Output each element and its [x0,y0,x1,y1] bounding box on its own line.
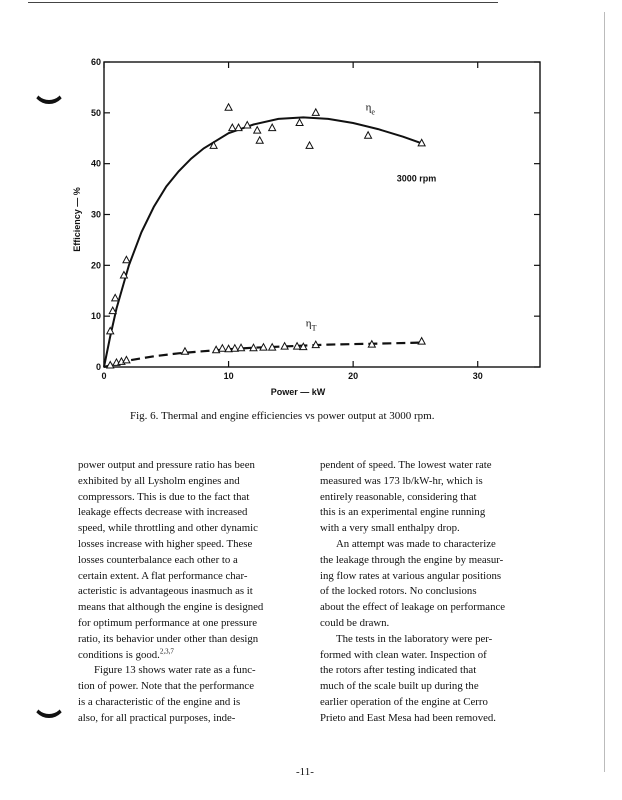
right-paragraph-3 [320,632,580,727]
text-line: formed with clean water. Inspection of [320,648,487,661]
data-point-eta-e [225,104,232,111]
eta-t-main: η [305,317,312,330]
text-line: certain extent. A flat performance char- [78,569,248,582]
chart-frame [104,62,540,367]
data-point-eta-t [418,338,425,345]
right-paragraph-1 [320,458,580,537]
text-line: entirely reasonable, considering that [320,490,477,503]
x-tick-label: 0 [101,371,107,381]
data-point-eta-e [269,124,276,130]
y-axis-label: Efficiency — % [72,187,82,252]
right-column [320,458,580,727]
data-point-eta-e [365,132,372,139]
rpm-annotation: 3000 rpm [396,173,437,184]
reference-superscript: 2,3,7 [159,646,174,655]
text-line: Prieto and East Mesa had been removed. [320,711,496,724]
text-line: with a very small enthalpy drop. [320,522,460,535]
text-line: measured was 173 lb/kW-hr, which is [320,474,483,487]
text-line: the leakage through the engine by measur- [320,553,504,566]
y-tick-label: 0 [95,362,101,372]
text-line: An attempt was made to characterize [336,537,496,550]
series-label-eta-t [306,317,317,332]
x-axis-label: Power — kW [270,387,326,397]
eta-e-main: η [365,101,372,114]
data-point-eta-e [112,294,119,301]
data-point-eta-e [256,137,263,144]
text-line-with-ref [78,648,310,664]
text-line: ing flow rates at various angular positions [320,569,502,582]
text-line: tion of power. Note that the performance [78,680,254,693]
text-line: much of the scale built up during the [320,680,479,693]
figure-caption: Fig. 6. Thermal and engine efficiencies vs power output at 3000 rpm. [130,410,435,422]
data-point-eta-e [296,119,303,126]
text-line: this is an experimental engine running [320,506,486,519]
y-tick-label: 60 [90,57,101,67]
page-number: -11- [296,766,314,778]
data-point-eta-t [123,356,130,363]
data-point-eta-t [219,345,226,352]
x-tick-label: 20 [348,371,359,381]
text-line: compressors. This is due to the fact that [78,490,250,503]
text-line: the rotors after testing indicated that [320,664,477,677]
text-line: losses increase with higher speed. These [78,537,253,550]
text-line: The tests in the laboratory were per- [336,632,493,645]
text-line: exhibited by all Lysholm engines and [78,474,240,487]
y-tick-label: 40 [90,158,101,169]
y-tick-label: 20 [90,260,101,271]
x-tick-label: 30 [472,371,483,381]
data-point-eta-t [181,348,188,355]
chart-markers [107,104,425,368]
text-line: about the effect of leakage on performance [320,601,506,614]
data-point-eta-e [229,124,236,130]
text-line: also, for all practical purposes, inde- [78,711,236,724]
series-label-eta-e [366,101,376,116]
chart-curves [104,117,422,367]
text-line: means that although the engine is designed [78,601,264,614]
plot-border [104,62,540,367]
data-point-eta-e [235,124,242,130]
text-line: speed, while throttling and other dynamic [78,522,258,535]
y-tick-label: 50 [90,107,101,118]
curve-eta-e [104,117,422,367]
text-line: for optimum performance at one pressure [78,616,257,629]
text-line: could be drawn. [320,616,390,629]
left-paragraph-1 [78,458,310,663]
eta-t-sub: T [311,323,317,333]
text-line: of the locked rotors. No conclusions [320,585,477,598]
y-tick-label: 10 [90,311,101,322]
text-line: is a characteristic of the engine and is [78,695,241,708]
text-line: Figure 13 shows water rate as a func- [94,664,256,677]
data-point-eta-e [312,109,319,116]
left-paragraph-2 [78,663,310,726]
text-line: power output and pressure ratio has been [78,459,255,471]
text-line: ratio, its behavior under other than design [78,632,259,645]
text-line: acteristic is advantageous inasmuch as it [78,585,253,598]
right-paragraph-2 [320,537,580,632]
binder-hole-bottom [32,684,66,718]
text-line: leakage effects decrease with increased [78,506,248,519]
data-point-eta-e [306,142,313,149]
x-axis-ticks [101,62,482,381]
left-column [78,458,310,727]
data-point-eta-e [254,127,261,134]
text-line: losses counterbalance each other to a [78,553,238,566]
data-point-eta-e [123,256,130,263]
x-tick-label: 10 [223,371,234,381]
text-fragment: conditions is good. [78,648,160,661]
text-line: pendent of speed. The lowest water rate [320,459,492,471]
y-tick-label: 30 [90,209,101,220]
eta-e-sub: e [371,107,375,117]
text-line: earlier operation of the engine at Cerro [320,695,488,708]
